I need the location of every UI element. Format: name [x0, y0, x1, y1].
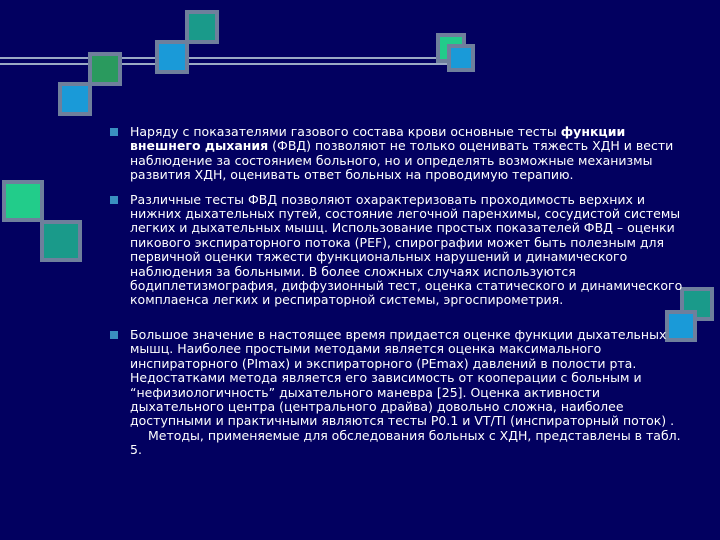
- bullet-square-icon: [110, 128, 118, 136]
- slide-body: [110, 125, 690, 468]
- bullet-1-text-start: Наряду с показателями газового состава крови основные тесты: [130, 124, 561, 139]
- bullet-item-2: [110, 193, 690, 308]
- bullet-square-icon: [110, 196, 118, 204]
- bullet-3-text-continued: Методы, применяемые для обследования больных с ХДН, представлены в табл. 5.: [130, 427, 681, 458]
- deco-square-blue-top: [155, 40, 189, 74]
- deco-square-green: [88, 52, 122, 86]
- deco-square-lightblue: [58, 82, 92, 116]
- top-line-1: [0, 57, 465, 59]
- bullet-1-text-end: (ФВД) позволяют не только оценивать тяжесть ХДН и вести наблюдение за состоянием больного, но и определять возможные механизмы развития ХДН, оценивать ответ больных на проводимую терапию.: [130, 138, 674, 183]
- bullet-item-1: [110, 125, 690, 183]
- bullet-1-bold-term: функции внешнего дыхания: [130, 124, 626, 154]
- deco-square-mint-left: [2, 180, 44, 222]
- deco-square-blue-right: [447, 44, 475, 72]
- deco-square-teal-left: [40, 220, 82, 262]
- bullet-square-icon: [110, 331, 118, 339]
- top-line-2: [0, 63, 465, 65]
- bullet-3-text: Большое значение в настоящее время придается оценке функции дыхательных мышц. Наиболее простыми методами является оценка максимального инспираторного (PImax) и экспираторного (PEmax) давлений в полости рта. Недостатками метода является его зависимость от кооперации с больным и “нефизиологичность” дыхательного маневра [25]. Оценка активности дыхательного центра (центрального драйва) довольно сложна, наиболее доступными и практичными являются тесты P0.1 и VT/TI (инспираторный поток) .: [130, 326, 675, 429]
- bullet-2-text: Различные тесты ФВД позволяют охарактеризовать проходимость верхних и нижних дыхательных путей, состояние легочной паренхимы, сосудистой системы легких и дыхательных мышц. Использование простых показателей ФВД – оценки пикового экспираторного потока (PEF), спирографии может быть полезным для первичной оценки тяжести функциональных нарушений и динамического наблюдения за больными. В более сложных случаях используются бодиплетизмография, диффузионный тест, оценка статического и динамического комплаенса легких и респираторной системы, эргоспирометрия.: [130, 191, 683, 308]
- deco-square-teal-top: [185, 10, 219, 44]
- bullet-item-3: [110, 328, 690, 458]
